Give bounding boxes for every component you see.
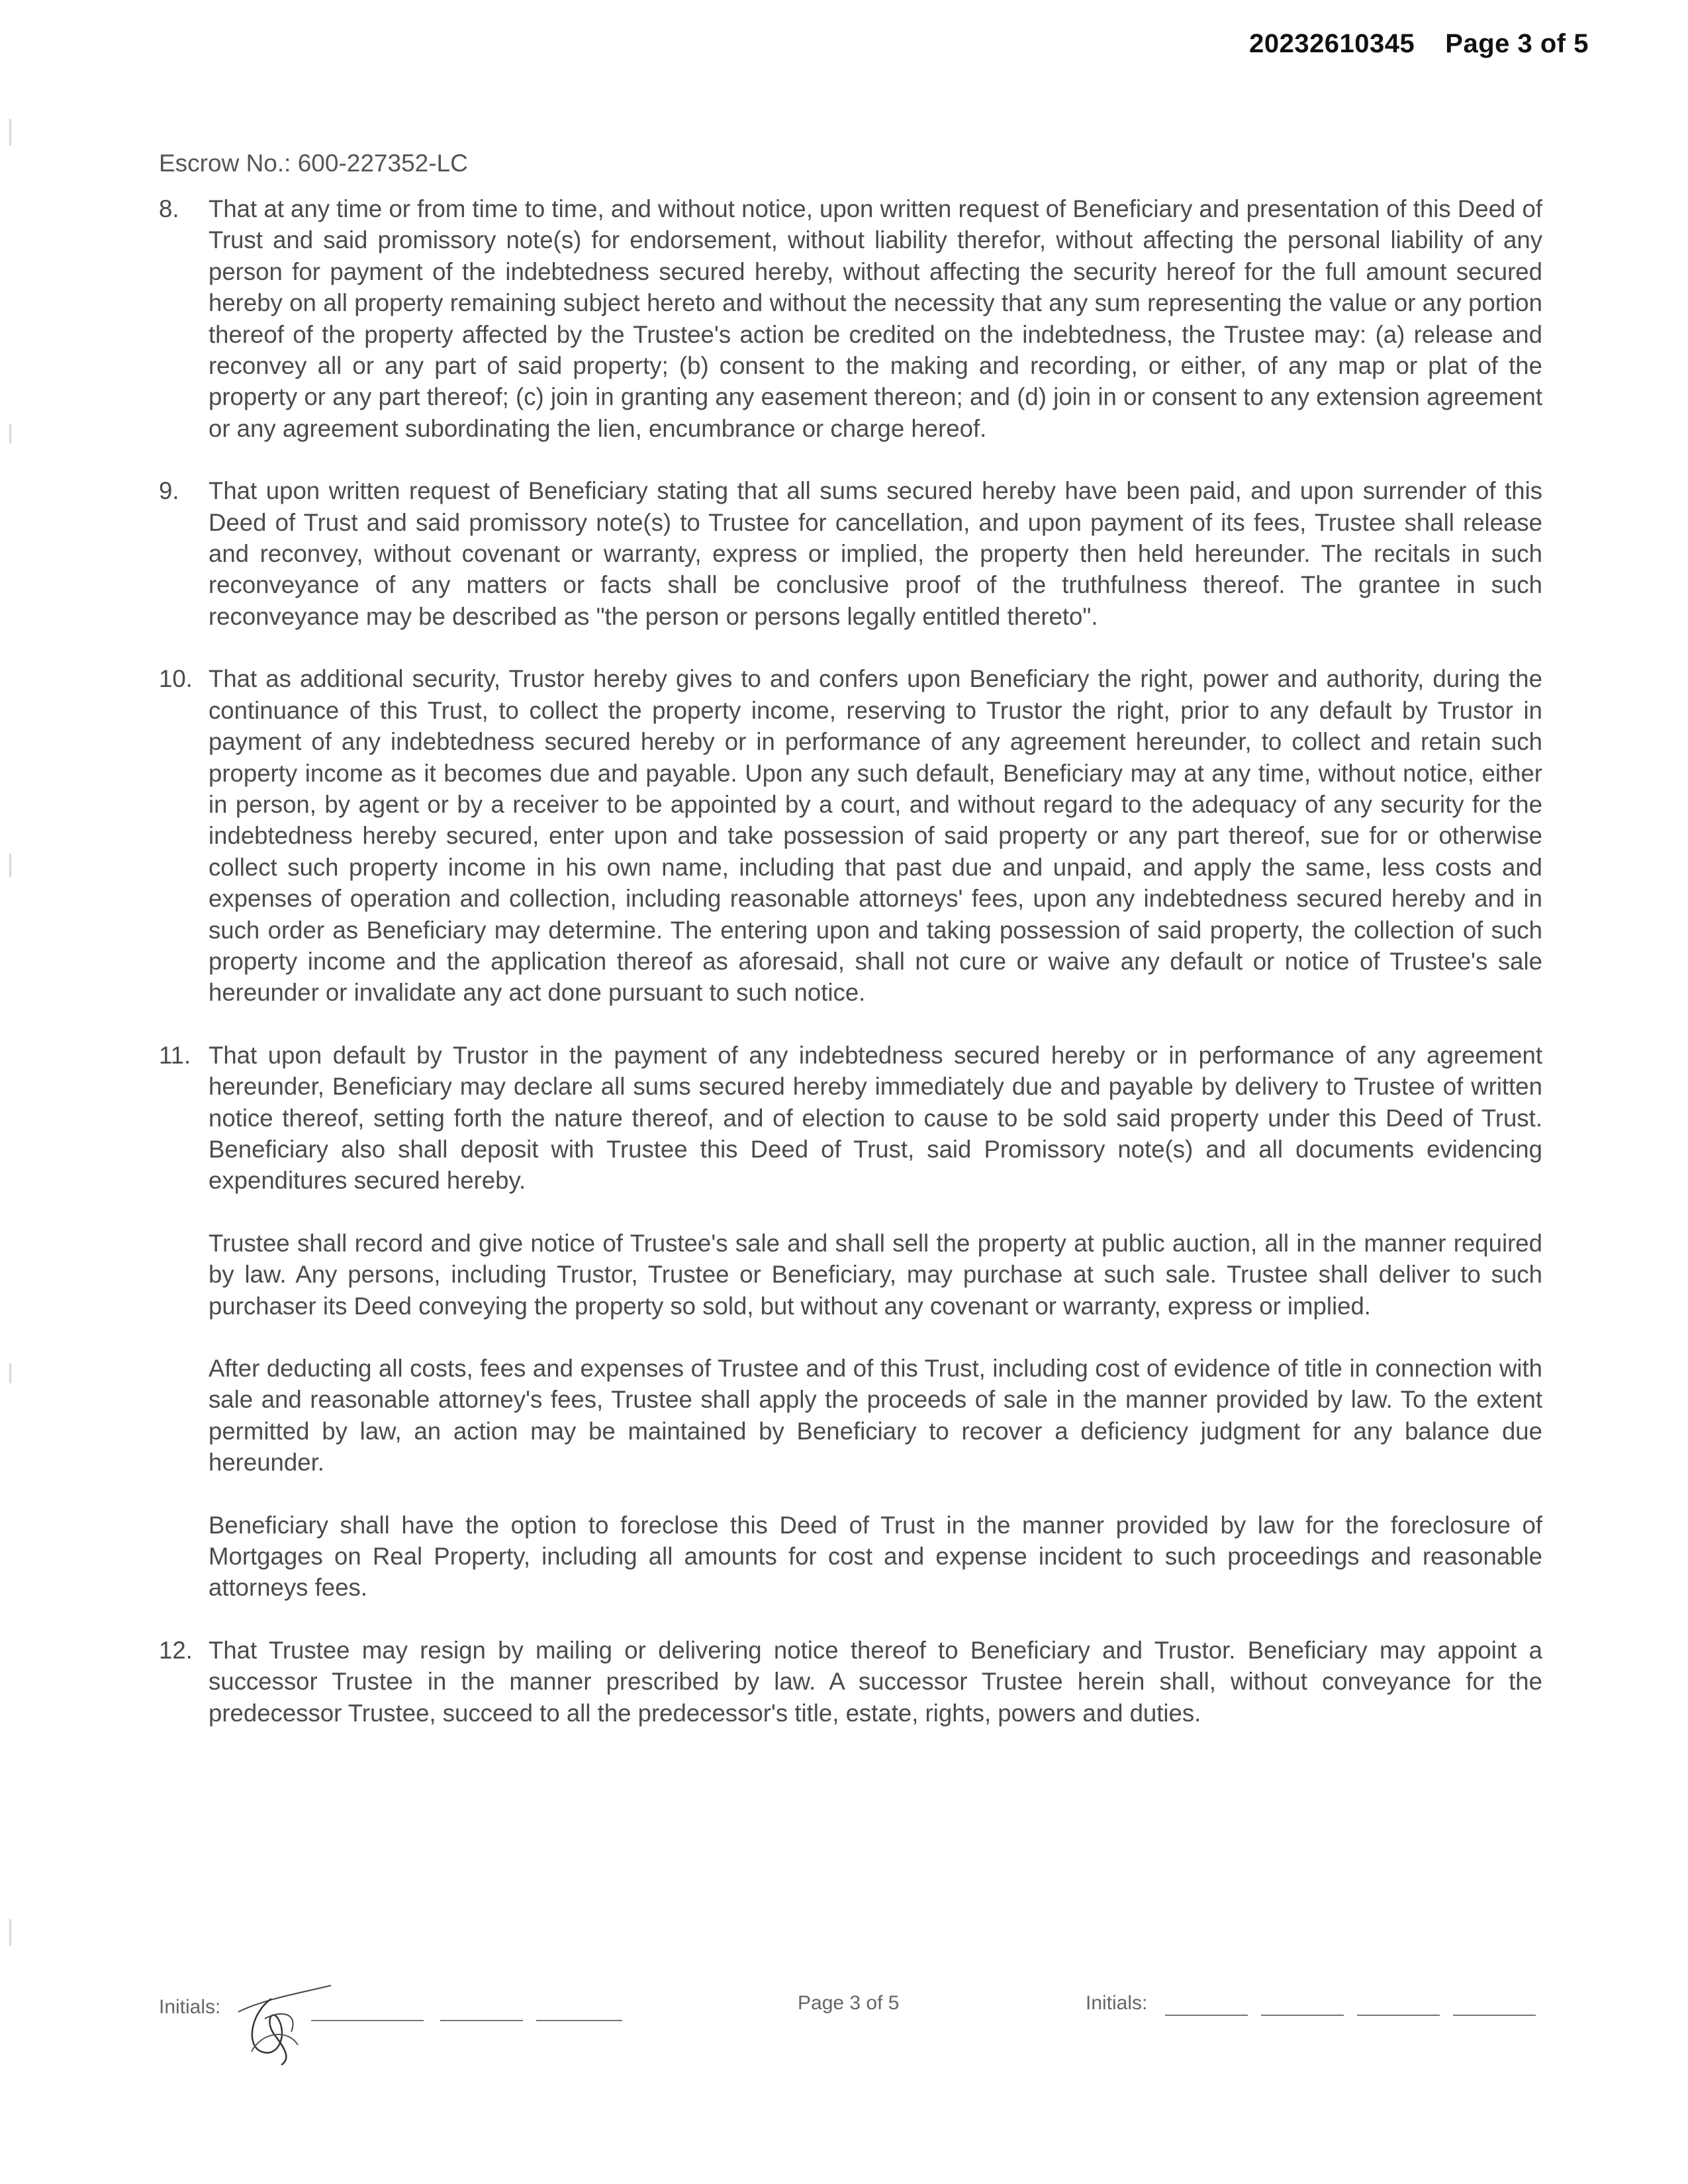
clause-number: 9. — [159, 477, 179, 505]
clause-paragraph: That as additional security, Trustor hereby gives to and confers upon Beneficiary the right, power and authority, during the continuance of this Trust, to collect the property income, reserving to Trustor the right, prior to any default by Trustor in payment of any indebtedness secured hereby or in performance of any agreement hereunder, to collect and retain such property income as it becomes due and payable. Upon any such default, Beneficiary may at any time, without notice, either in person, by agent or by a receiver to be appointed by a court, and without regard to the adequacy of any security for the indebtedness hereby secured, enter upon and take possession of said property or any part thereof, sue for or otherwise collect such property income in his own name, including that past due and unpaid, and apply the same, less costs and expenses of operation and collection, including reasonable attorneys' fees, upon any indebtedness secured hereby and in such order as Beneficiary may determine. The entering upon and taking possession of said property, the collection of such property income and the application thereof as aforesaid, shall not cure or waive any default or notice of Trustee's sale hereunder or invalidate any act done pursuant to such notice. — [209, 665, 1542, 1007]
clause-8 — [159, 193, 1542, 444]
initials-line — [344, 2020, 424, 2021]
clause-number: 8. — [159, 195, 179, 222]
initials-line — [1357, 2015, 1440, 2016]
initials-left-label: Initials: — [159, 1996, 221, 2018]
scan-margin-mark — [9, 119, 11, 146]
clause-number: 10. — [159, 665, 193, 693]
footer-page-label: Page 3 of 5 — [798, 1992, 900, 2014]
clause-12 — [159, 1635, 1542, 1729]
clause-paragraph: After deducting all costs, fees and expenses of Trustee and of this Trust, including cost of evidence of title in connection with sale and reasonable attorney's fees, Trustee shall apply the proceeds of sale in the manner provided by law. To the extent permitted by law, an action may be maintained by Beneficiary to recover a deficiency judgment for any balance due hereunder. — [209, 1355, 1542, 1477]
scan-margin-mark — [9, 424, 11, 443]
clause-paragraph: That upon written request of Beneficiary stating that all sums secured hereby have been paid, and upon surrender of this Deed of Trust and said promissory note(s) to Trustee for cancellation, and upon payment of its fees, Trustee shall release and reconvey, without covenant or warranty, express or implied, the property then held hereunder. The recitals in such reconveyance of any matters or facts shall be conclusive proof of the truthfulness thereof. The grantee in such reconveyance may be described as "the person or persons legally entitled thereto". — [209, 477, 1542, 630]
clause-9 — [159, 475, 1542, 632]
clause-11 — [159, 1040, 1542, 1604]
recording-header — [1249, 29, 1589, 59]
scan-margin-mark — [9, 1363, 11, 1383]
initials-line — [1165, 2015, 1248, 2016]
escrow-number: Escrow No.: 600-227352-LC — [159, 150, 468, 177]
clause-number: 11. — [159, 1041, 191, 1069]
clause-paragraph: That upon default by Trustor in the payment of any indebtedness secured hereby or in performance of any agreement hereunder, Beneficiary may declare all sums secured hereby immediately due and payable by delivery to Trustee of written notice thereof, setting forth the nature thereof, and of election to cause to be sold said property under this Deed of Trust. Beneficiary also shall deposit with Trustee this Deed of Trust, said Promissory note(s) and all documents evidencing expenditures secured hereby. — [209, 1041, 1542, 1195]
clause-paragraph: That at any time or from time to time, and without notice, upon written request of Beneficiary and presentation of this Deed of Trust and said promissory note(s) for endorsement, without liability therefor, without affecting the personal liability of any person for payment of the indebtedness secured hereby, without affecting the security hereof for the full amount secured hereby on all property remaining subject hereto and without the necessity that any sum representing the value or any portion thereof of the property affected by the Trustee's action be credited on the indebtedness, the Trustee may: (a) release and reconvey all or any part of said property; (b) consent to the making and recording, or either, of any map or plat of the property or any part thereof; (c) join in granting any easement thereon; and (d) join in or consent to any extension agreement or any agreement subordinating the lien, encumbrance or charge hereof. — [209, 195, 1542, 442]
clause-paragraph: Beneficiary shall have the option to foreclose this Deed of Trust in the manner provided by law for the foreclosure of Mortgages on Real Property, including all amounts for cost and expense incident to such proceedings and reasonable attorneys fees. — [209, 1511, 1542, 1602]
header-page-label: Page 3 of 5 — [1445, 29, 1589, 58]
clause-paragraph: That Trustee may resign by mailing or delivering notice thereof to Beneficiary and Trustor. Beneficiary may appoint a successor Trustee in the manner prescribed by law. A successor Trustee herein shall, without conveyance for the predecessor Trustee, succeed to all the predecessor's title, estate, rights, powers and duties. — [209, 1636, 1542, 1727]
scan-margin-mark — [9, 854, 11, 877]
initials-right-label: Initials: — [1086, 1992, 1148, 2014]
document-number: 20232610345 — [1249, 29, 1415, 58]
clause-list — [159, 193, 1542, 1760]
initials-line — [1453, 2015, 1536, 2016]
page-footer — [0, 1959, 1688, 2091]
initials-line — [536, 2020, 622, 2021]
clause-number: 12. — [159, 1636, 193, 1664]
initials-line — [1261, 2015, 1344, 2016]
handwritten-initials — [225, 1972, 338, 2071]
scan-margin-mark — [9, 1919, 11, 1946]
initials-line — [440, 2020, 523, 2021]
clause-10 — [159, 663, 1542, 1008]
clause-paragraph: Trustee shall record and give notice of Trustee's sale and shall sell the property at public auction, all in the manner required by law. Any persons, including Trustor, Trustee or Beneficiary, may purchase at such sale. Trustee shall deliver to such purchaser its Deed conveying the property so sold, but without any covenant or warranty, express or implied. — [209, 1229, 1542, 1320]
